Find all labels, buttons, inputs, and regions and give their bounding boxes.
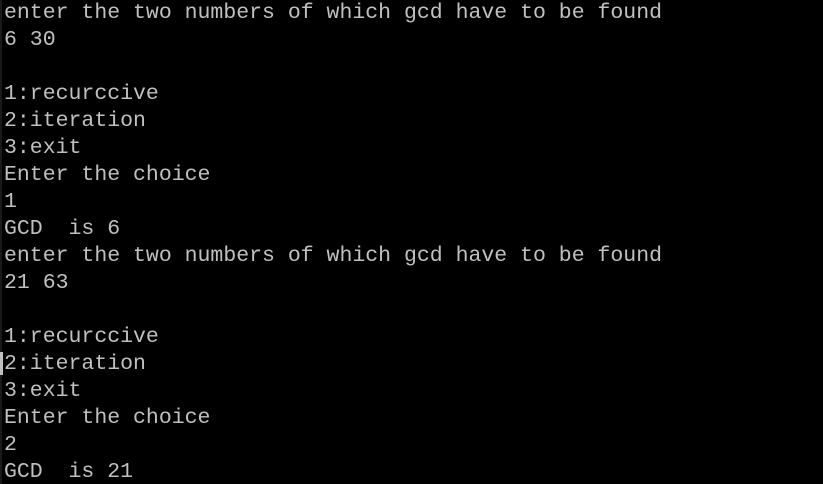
console-line-menu-iteration-1: 2:iteration [4,109,146,133]
console-line-result-1: GCD is 6 [4,217,121,241]
console-line-input-numbers-2: 21 63 [4,271,69,295]
console-line-prompt-2: enter the two numbers of which gcd have to be found [4,244,663,268]
console-line-menu-recursive-2: 1:recurccive [4,325,159,349]
console-line-blank-2 [4,297,823,324]
console-line-blank-1 [4,54,823,81]
console-line-menu-exit-1: 3:exit [4,136,82,160]
console-line-menu-exit-2: 3:exit [4,379,82,403]
console-line-result-2: GCD is 21 [4,460,134,484]
window-left-edge [0,0,2,484]
console-line-menu-iteration-2: 2:iteration [4,352,146,376]
text-cursor [0,352,3,375]
console-line-choice-prompt-2: Enter the choice [4,406,211,430]
console-line-input-numbers-1: 6 30 [4,28,56,52]
console-line-choice-input-2: 2 [4,433,17,457]
console-line-choice-prompt-1: Enter the choice [4,163,211,187]
console-line-prompt-1: enter the two numbers of which gcd have to be found [4,1,663,25]
console-line-choice-input-1: 1 [4,190,17,214]
console-line-menu-recursive-1: 1:recurccive [4,82,159,106]
